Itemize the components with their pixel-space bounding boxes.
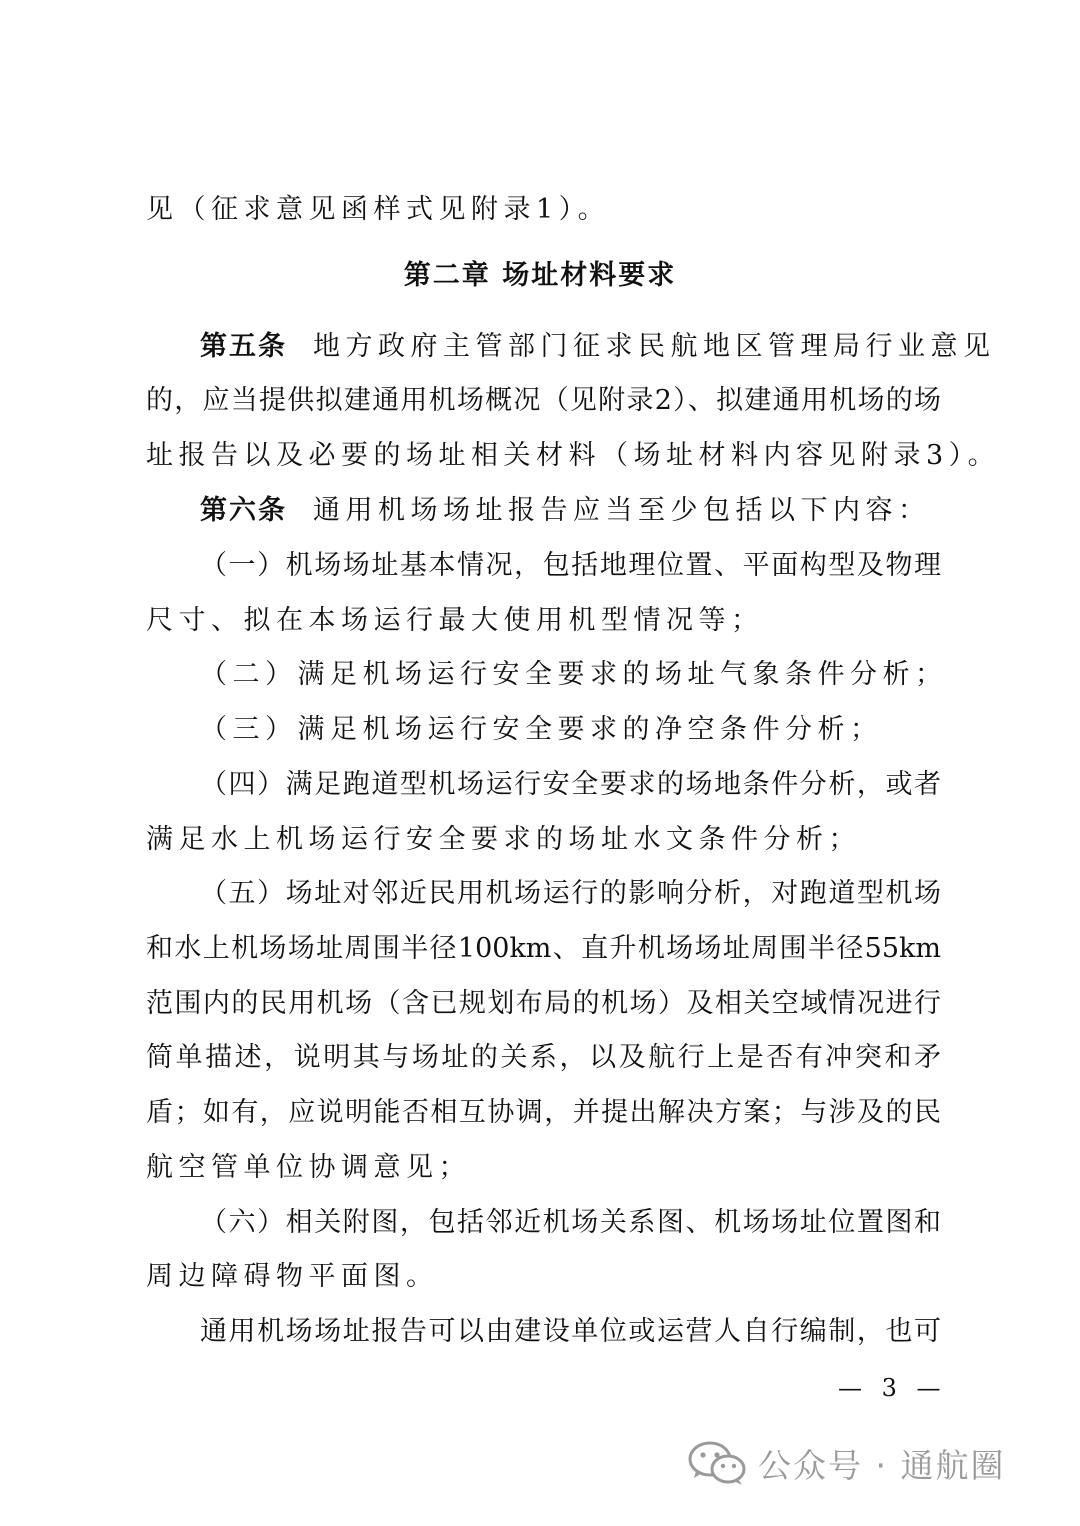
text-line: 周边障碍物平面图。 <box>146 1261 439 1292</box>
text-line: （三）满足机场运行安全要求的净空条件分析； <box>200 714 883 745</box>
watermark <box>686 1438 1005 1488</box>
article-6-first-line <box>200 491 941 531</box>
watermark-text: 公众号 · 通航圈 <box>758 1445 1006 1485</box>
text-line: 盾；如有，应说明能否相互协调，并提出解决方案；与涉及的民 <box>146 1097 941 1128</box>
article-5-first-line <box>200 327 996 367</box>
article-5-label: 第五条 <box>200 331 287 362</box>
text-line: 的，应当提供拟建通用机场概况（见附录2）、拟建通用机场的场 <box>146 385 941 416</box>
text-line: 见（征求意见函样式见附录1）。 <box>146 194 611 225</box>
article-6-label: 第六条 <box>200 495 287 526</box>
text-line: （六）相关附图，包括邻近机场关系图、机场场址位置图和 <box>200 1207 941 1238</box>
text-line: （四）满足跑道型机场运行安全要求的场地条件分析，或者 <box>200 769 941 800</box>
text-line: 航空管单位协调意见； <box>146 1152 471 1183</box>
text-line: 和水上机场场址周围半径100km、直升机场场址周围半径55km <box>146 933 941 964</box>
text-line: （一）机场场址基本情况，包括地理位置、平面构型及物理 <box>200 550 941 581</box>
page-number: — 3 — <box>838 1374 947 1402</box>
article-5-text: 地方政府主管部门征求民航地区管理局行业意见 <box>313 331 996 362</box>
text-line: 满足水上机场运行安全要求的场址水文条件分析； <box>146 824 861 855</box>
text-line: （二）满足机场运行安全要求的场址气象条件分析； <box>200 659 948 690</box>
wechat-icon <box>686 1440 748 1486</box>
text-line: 范围内的民用机场（含已规划布局的机场）及相关空域情况进行 <box>146 988 941 1019</box>
text-line: 通用机场场址报告可以由建设单位或运营人自行编制，也可 <box>200 1316 941 1347</box>
text-line: （五）场址对邻近民用机场运行的影响分析，对跑道型机场 <box>200 878 941 909</box>
chapter-heading: 第二章 场址材料要求 <box>403 260 677 291</box>
article-6-text: 通用机场场址报告应当至少包括以下内容： <box>313 495 931 526</box>
text-line: 址报告以及必要的场址相关材料（场址材料内容见附录3）。 <box>146 440 1001 471</box>
text-line: 尺寸、拟在本场运行最大使用机型情况等； <box>146 605 764 636</box>
text-line: 简单描述，说明其与场址的关系，以及航行上是否有冲突和矛 <box>146 1042 941 1073</box>
